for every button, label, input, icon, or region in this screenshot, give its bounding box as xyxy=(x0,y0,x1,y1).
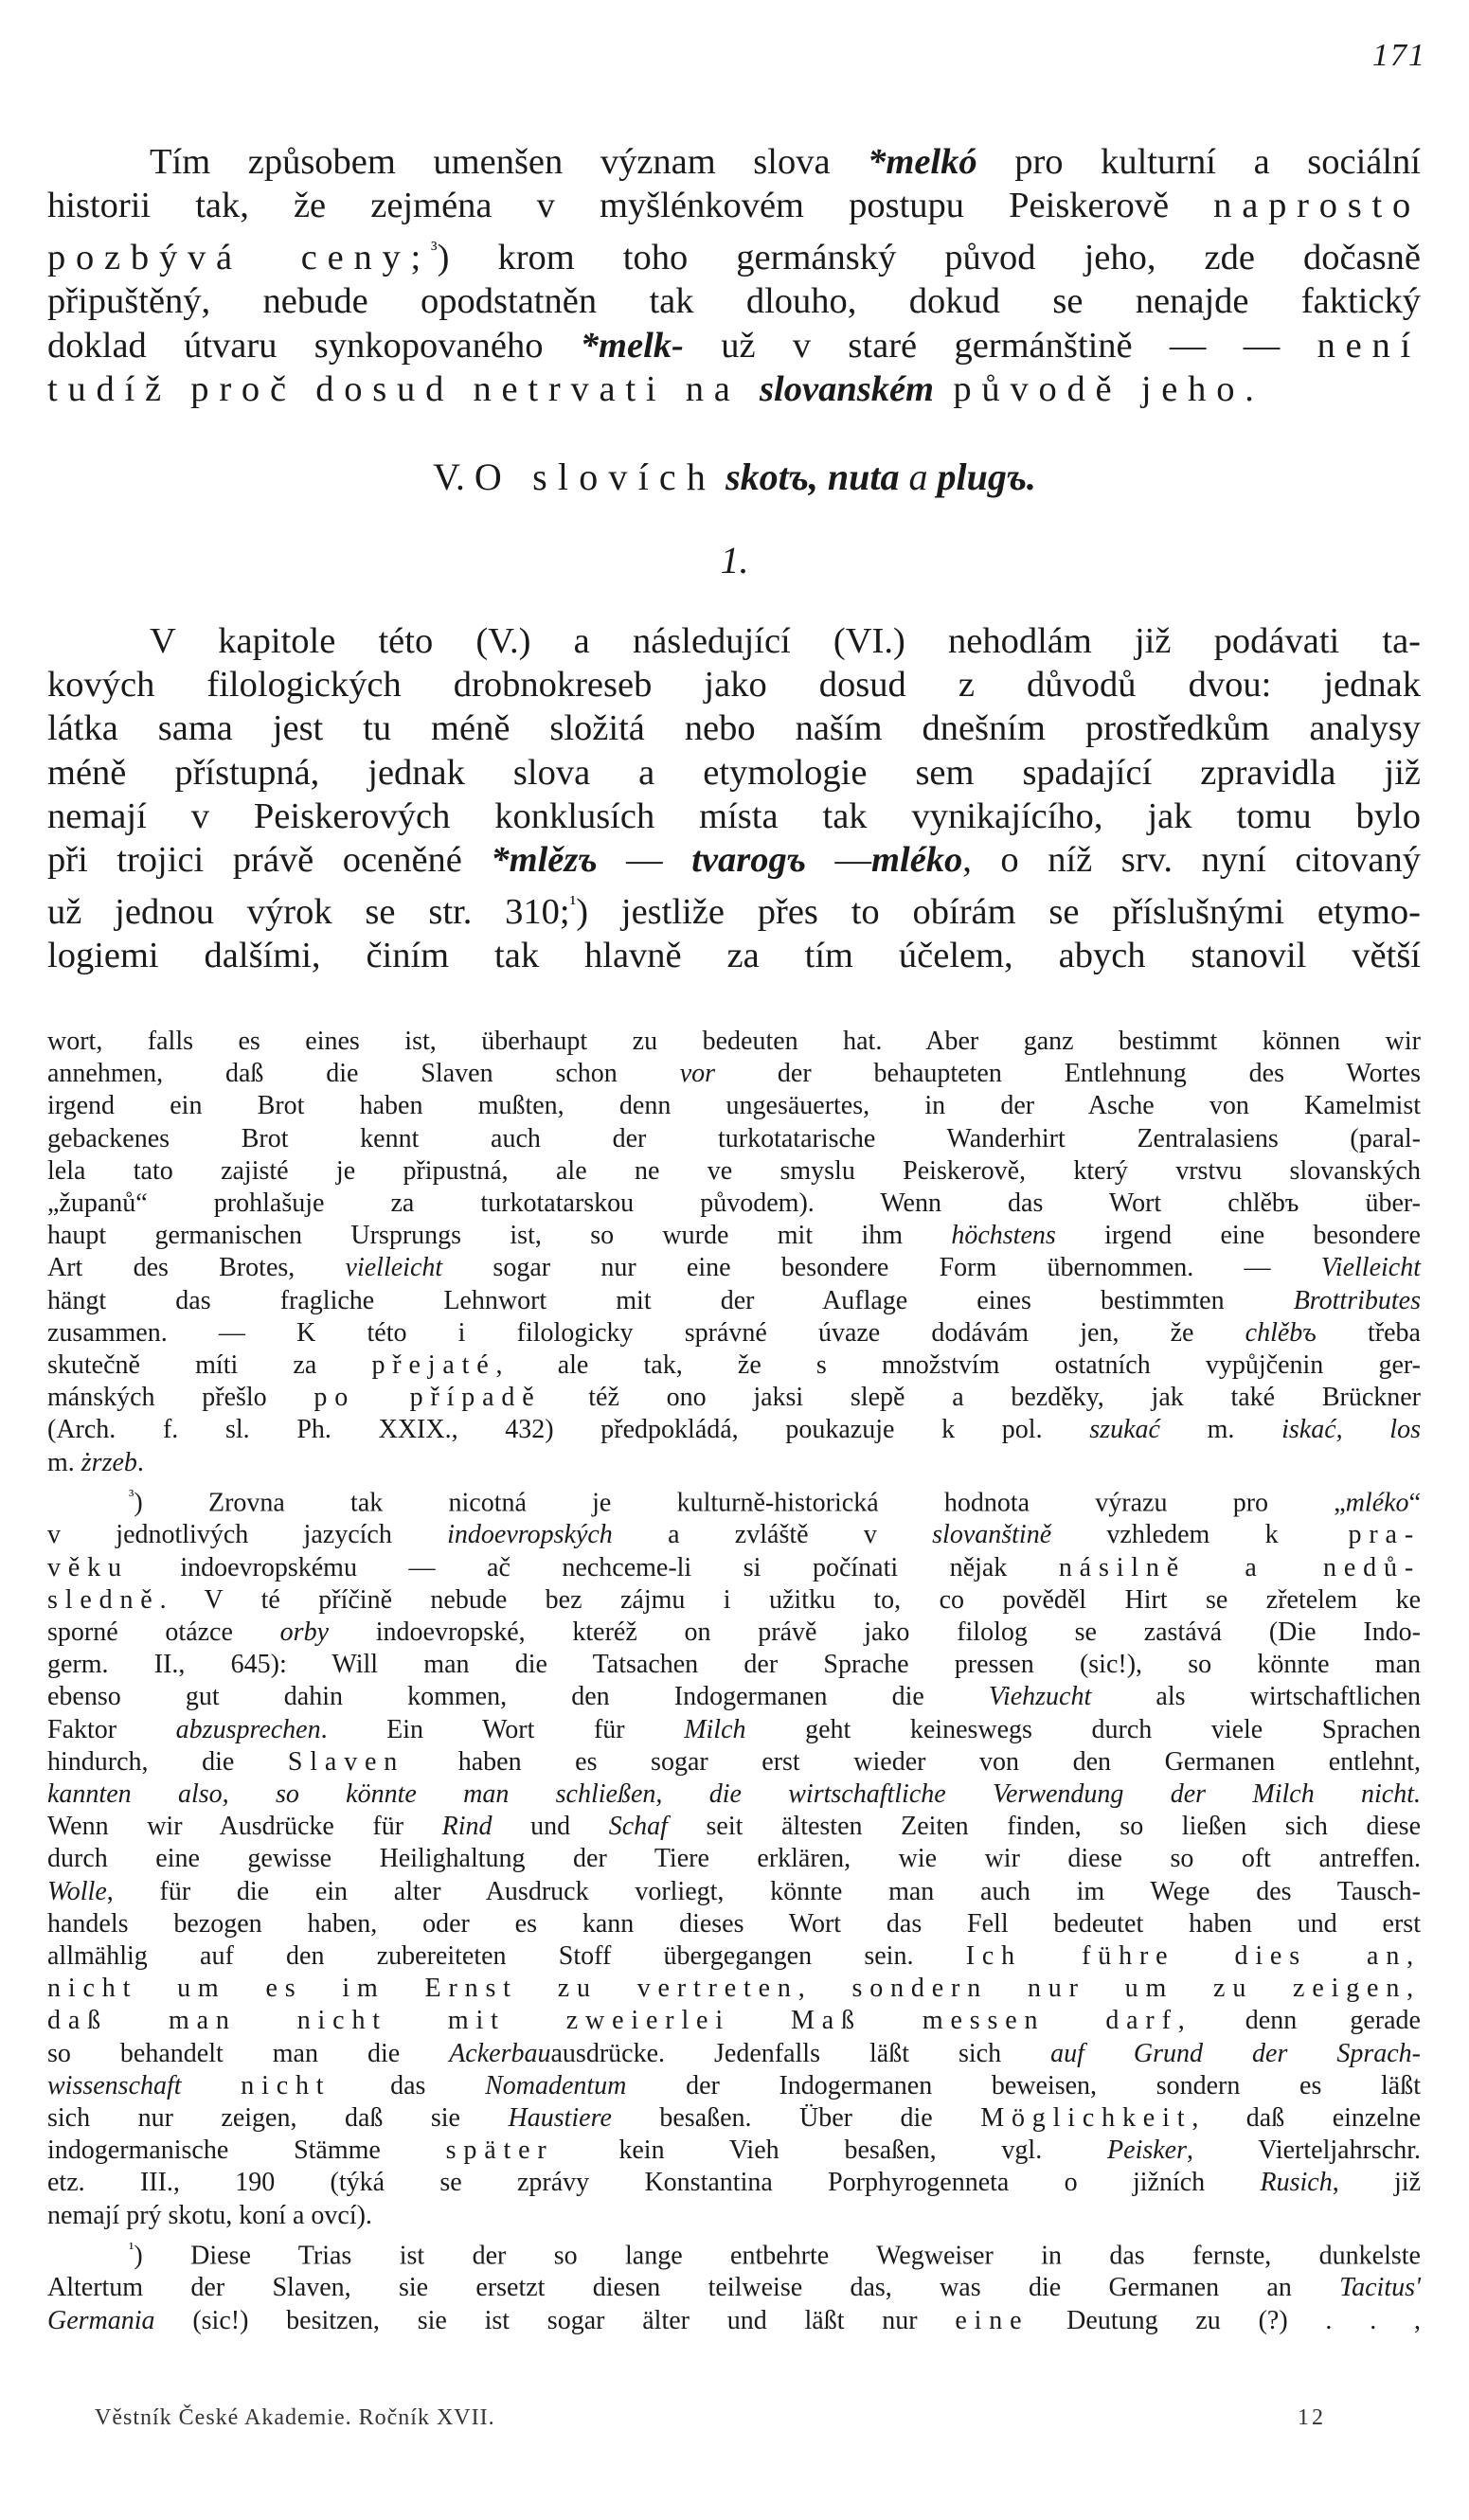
footnote-line: hindurch, die Slaven haben es sogar erst wieder von den Germanen entlehnt, xyxy=(47,1746,1421,1777)
text-line: méně přístupná, jednak slova a etymologie sem spadající zpravidla již xyxy=(47,752,1421,793)
text-line: tudíž proč dosud netrvati na slovanském původě jeho. xyxy=(47,368,1264,409)
text-line: kových filologických drobnokreseb jako dosud z důvodů dvou: jednak xyxy=(47,665,1421,706)
footnote-line: wort, falls es eines ist, überhaupt zu bedeuten hat. Aber ganz bestimmt können wir xyxy=(47,1027,1421,1056)
footnote-line: kannten also, so könnte man schließen, die wirtschaftliche Verwendung der Milch nicht. xyxy=(47,1779,1421,1809)
footnote-line: (Arch. f. sl. Ph. XXIX., 432) předpokládá, poukazuje k pol. szukać m. iskać, los xyxy=(47,1415,1421,1445)
footnote-line: annehmen, daß die Slaven schon vor der behaupteten Entlehnung des Wortes xyxy=(47,1059,1422,1089)
footnote-line: allmählig auf den zubereiteten Stoff übergegangen sein. Ich führe dies an, xyxy=(47,1941,1421,1972)
footnote-line: hängt das fragliche Lehnwort mit der Auflage eines bestimmten Brottributes xyxy=(47,1285,1421,1315)
footnote-line: so behandelt man die Ackerbauausdrücke. Jedenfalls läßt sich auf Grund der Sprach- xyxy=(47,2038,1421,2068)
footer-signature: 12 xyxy=(1298,2405,1326,2430)
footnote-line: daß man nicht mit zweierlei Maß messen darf, denn gerade xyxy=(47,2006,1421,2036)
footnotes xyxy=(47,1026,1421,2337)
footnote-line: $^{^1}$) Diese Trias ist der so lange entbehrte Wegweiser in das fernste, dunkelste xyxy=(129,2238,1421,2271)
paragraph-2 xyxy=(47,619,1421,977)
footnote-line: Germania (sic!) besitzen, sie ist sogar älter und läßt nur eine Deutung zu (?) . . , xyxy=(47,2305,1421,2335)
text-line: látka sama jest tu méně složitá nebo naším dnešním prostředkům analysy xyxy=(47,708,1421,749)
footnote-line: durch eine gewisse Heilighaltung der Tiere erklären, wie wir diese so oft antreffen. xyxy=(47,1844,1421,1874)
footnote-line: handels bezogen haben, oder es kann dieses Wort das Fell bedeutet haben und erst xyxy=(47,1908,1421,1939)
footnote-line: věku indoevropskému — ač nechceme-li si počínati nějak násilně a nedů- xyxy=(47,1552,1421,1582)
text-line: připuštěný, nebude opodstatněn tak dlouho, dokud se nenajde faktický xyxy=(47,281,1421,322)
footnote-line: haupt germanischen Ursprungs ist, so wurde mit ihm höchstens irgend eine besondere xyxy=(47,1221,1421,1251)
footnote-line: skutečně míti za přejaté, ale tak, že s množstvím ostatních vypůjčenin ger- xyxy=(47,1350,1421,1381)
section-heading: V. O slovích skotъ, nuta a plugъ. xyxy=(433,456,1036,498)
text-line: logiemi dalšími, činím tak hlavně za tím účelem, abych stanovil větší xyxy=(47,936,1421,976)
text-line: V kapitole této (V.) a následující (VI.) nehodlám již podávati ta- xyxy=(150,621,1421,661)
footnote-line: lela tato zajisté je připustná, ale ne ve smyslu Peiskerově, který vrstvu slovanských xyxy=(47,1155,1421,1186)
subsection-number: 1. xyxy=(720,539,749,581)
footnote-line: sporné otázce orby indoevropské, kteréž on právě jako filolog se zastává (Die Indo- xyxy=(47,1617,1422,1647)
text-line: Tím způsobem umenšen význam slova *melkó pro kulturní a sociální xyxy=(150,142,1421,182)
footnote-line: germ. II., 645): Will man die Tatsachen der Sprache pressen (sic!), so könnte man xyxy=(47,1650,1421,1680)
footnote-line: m. żrzeb. xyxy=(47,1447,144,1477)
footnote-line: etz. III., 190 (týká se zprávy Konstantina Porphyrogenneta o jižních Rusich, již xyxy=(47,2168,1421,2198)
footnote-line: zusammen. — K této i filologicky správné úvaze dodávám jen, že chlěbъ třeba xyxy=(47,1317,1421,1348)
text-line: historii tak, že zejména v myšlénkovém postupu Peiskerově naprosto xyxy=(47,186,1421,226)
footnote-line: mánských přešlo po případě též ono jaksi slepě a bezděky, jak také Brückner xyxy=(47,1383,1422,1413)
footnote-line: nicht um es im Ernst zu vertreten, sondern nur um zu zeigen, xyxy=(47,1974,1421,2004)
footnote-line: nemají prý skotu, koní a ovcí). xyxy=(47,2200,372,2230)
footnote-line: sledně. V té příčině nebude bez zájmu i užitku to, co pověděl Hirt se zřetelem ke xyxy=(47,1584,1421,1615)
footnote-line: $^{^3}$) Zrovna tak nicotná je kulturně-historická hodnota výrazu pro „mléko“ xyxy=(129,1485,1421,1518)
paragraph-1 xyxy=(47,140,1421,411)
footnote-line: Wolle, für die ein alter Ausdruck vorliegt, könnte man auch im Wege des Tausch- xyxy=(47,1876,1421,1906)
text-line: nemají v Peiskerových konklusích místa tak vynikajícího, jak tomu bylo xyxy=(47,795,1421,836)
footnote-line: Altertum der Slaven, sie ersetzt diesen teilweise das, was die Germanen an Tacitus' xyxy=(47,2273,1421,2303)
footnote-line: wissenschaft nicht das Nomadentum der Indogermanen beweisen, sondern es läßt xyxy=(47,2070,1421,2100)
text-line: pozbývá ceny;$^{^3}$) krom toho germánský původ jeho, zde dočasně xyxy=(47,237,1421,278)
footnote-line: Faktor abzusprechen. Ein Wort für Milch geht keineswegs durch viele Sprachen xyxy=(47,1714,1421,1744)
text-line: doklad útvaru synkopovaného *melk- už v staré germánštině — — není xyxy=(47,325,1421,366)
page-number: 171 xyxy=(1372,38,1426,73)
text-line: při trojici právě oceněné *mlězъ — tvarogъ —mléko, o níž srv. nyní citovaný xyxy=(47,840,1422,881)
footnote-line: indogermanische Stämme später kein Vieh besaßen, vgl. Peisker, Vierteljahrschr. xyxy=(47,2136,1421,2166)
footnote-line: gebackenes Brot kennt auch der turkotatarische Wanderhirt Zentralasiens (paral- xyxy=(47,1123,1421,1153)
footnote-line: irgend ein Brot haben mußten, denn ungesäuertes, in der Asche von Kamelmist xyxy=(47,1091,1421,1121)
footnote-line: „županů“ prohlašuje za turkotatarskou původem). Wenn das Wort chlěbъ über- xyxy=(47,1189,1421,1219)
footnote-line: ebenso gut dahin kommen, den Indogermanen die Viehzucht als wirtschaftlichen xyxy=(47,1682,1421,1712)
footnote-line: Wenn wir Ausdrücke für Rind und Schaf seit ältesten Zeiten finden, so ließen sich diese xyxy=(47,1812,1421,1842)
text-line: už jednou výrok se str. 310;$^{^1}$) jestliže přes to obírám se příslušnými etymo- xyxy=(47,891,1421,933)
footnote-line: v jednotlivých jazycích indoevropských a zvláště v slovanštině vzhledem k pra- xyxy=(47,1520,1421,1550)
footer-journal: Věstník České Akademie. Ročník XVII. xyxy=(95,2405,495,2430)
footnote-line: sich nur zeigen, daß sie Haustiere besaßen. Über die Möglichkeit, daß einzelne xyxy=(47,2103,1421,2134)
footnote-line: Art des Brotes, vielleicht sogar nur eine besondere Form übernommen. — Vielleicht xyxy=(47,1253,1421,1283)
